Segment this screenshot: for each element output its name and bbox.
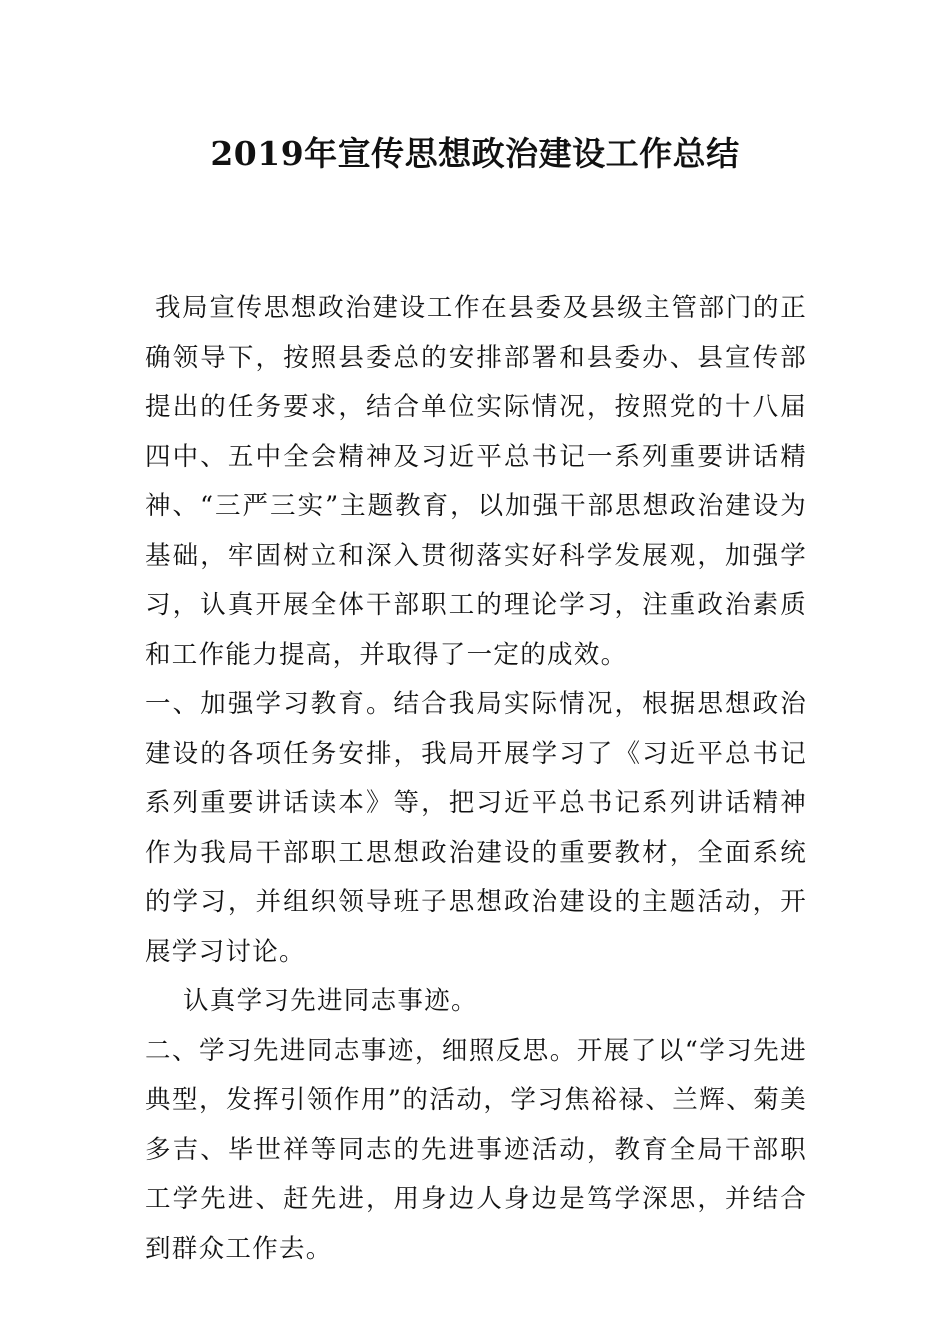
document-title: 2019年宣传思想政治建设工作总结	[210, 134, 740, 173]
intro-paragraph: 我局宣传思想政治建设工作在县委及县级主管部门的正确领导下，按照县委总的安排部署和县委办、县宣传部提出的任务要求，结合单位实际情况，按照党的十八届四中、五中全会精神及习近平总书记一系列重要讲话精神、“三严三实”主题教育，以加强干部思想政治建设为基础，牢固树立和深入贯彻落实好科学发展观，加强学习，认真开展全体干部职工的理论学习，注重政治素质和工作能力提高，并取得了一定的成效。	[145, 293, 807, 670]
section-one-paragraph: 一、加强学习教育。结合我局实际情况，根据思想政治建设的各项任务安排，我局开展学习了《习近平总书记系列重要讲话读本》等，把习近平总书记系列讲话精神作为我局干部职工思想政治建设的重要教材，全面系统的学习，并组织领导班子思想政治建设的主题活动，开展学习讨论。	[145, 689, 807, 967]
section-two-paragraph: 二、学习先进同志事迹，细照反思。开展了以“学习先进典型，发挥引领作用”的活动，学习焦裕禄、兰辉、菊美多吉、毕世祥等同志的先进事迹活动，教育全局干部职工学先进、赶先进，用身边人身边是笃学深思，并结合到群众工作去。	[145, 1035, 807, 1264]
subheading-paragraph: 认真学习先进同志事迹。	[183, 986, 478, 1016]
document-body	[145, 284, 807, 1274]
